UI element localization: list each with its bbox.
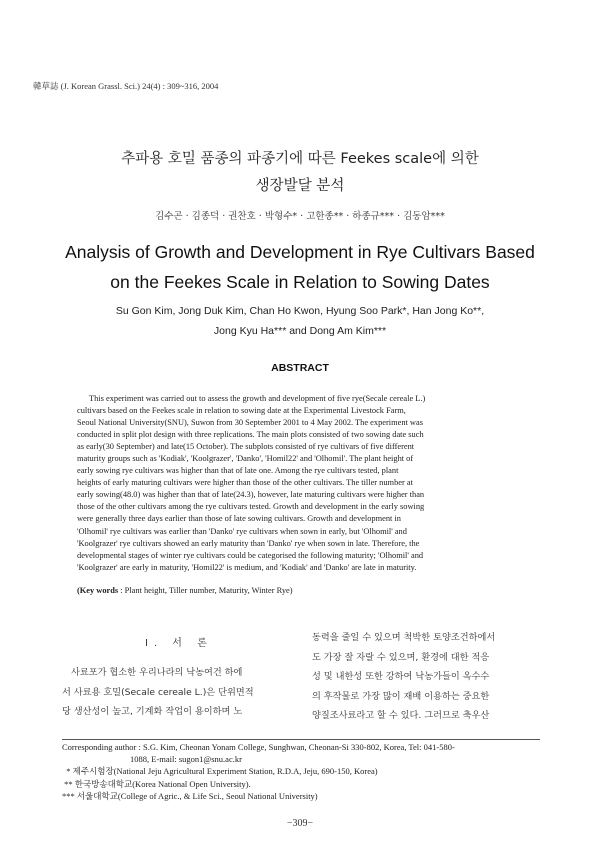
page-number: −309− — [286, 818, 314, 829]
body-line: 성 및 내한성 또한 강하여 낙농가들이 옥수수 — [312, 671, 490, 682]
body-right-column — [312, 628, 544, 726]
keywords — [77, 586, 293, 595]
body-line: 도 가장 잘 자랄 수 있으며, 환경에 대한 적응 — [312, 651, 490, 663]
body-line: 사료포가 협소한 우리나라의 낙농여건 하에 — [71, 667, 243, 678]
abstract-line: 'Koolgrazer' are early in maturity, 'Homil22' is medium, and 'Kodiak' and 'Danko' are late in maturity. — [77, 562, 417, 572]
abstract-line: those of the other cultivars among the rye cultivars tested. Growth and development in the early sowing — [77, 502, 425, 512]
abstract-line: as early(30 September) and late(15 October). The subplots consisted of rye cultivars of five different — [77, 442, 415, 452]
body-line: 서 사료용 호밀(Secale cereale L.)은 단위면적 — [62, 686, 254, 698]
body-line: 당 생산성이 높고, 기계화 작업이 용이하며 노 — [62, 706, 243, 717]
english-title-line-1: Analysis of Growth and Development in Rye Cultivars Based — [65, 242, 535, 262]
abstract-line: maturity groups such as 'Kodiak', 'Koolgrazer', 'Danko', 'Homil22' and 'Olhomil'. The plant height of — [77, 454, 414, 464]
affiliation-footnote: *** 서울대학교(College of Agric., & Life Sci., Seoul National University) — [62, 790, 318, 801]
abstract-line: conducted in split plot design with three replications. The main plots consisted of two sowing date such — [77, 430, 424, 440]
keywords-label: (Key words — [77, 586, 119, 595]
correspondence-footnotes — [62, 741, 455, 802]
english-authors-line-1: Su Gon Kim, Jong Duk Kim, Chan Ho Kwon, Hyung Soo Park*, Han Jong Ko**, — [115, 305, 485, 317]
body-left-column — [62, 663, 307, 722]
body-line: 의 후작물로 가장 많이 재배 이용하는 중요한 — [312, 690, 490, 702]
abstract-line: This experiment was carried out to assess the growth and development of five rye(Secale cereale L.) — [89, 394, 426, 403]
keywords-text: : Plant height, Tiller number, Maturity, Winter Rye) — [118, 586, 293, 595]
korean-authors: 김수곤 · 김종덕 · 권찬호 · 박형수* · 고한종** · 하종규*** · 김동암*** — [155, 211, 445, 222]
corresponding-author-contact: 1088, E-mail: sugon1@snu.ac.kr — [62, 754, 242, 765]
korean-title-line-1: 추파용 호밀 품종의 파종기에 따른 Feekes scale에 의한 — [121, 151, 479, 167]
abstract-line: heights of early maturing cultivars were higher than those of the other cultivars. The tiller number at — [77, 478, 413, 488]
abstract-line: cultivars based on the Feekes scale in relation to sowing date at the Experimental Livestock Farm, — [77, 406, 406, 416]
body-line: 동력을 줄일 수 있으며 척박한 토양조건하에서 — [312, 632, 496, 643]
abstract-line: were generally three days earlier than those of late sowing cultivars. Growth and development in — [77, 514, 401, 524]
affiliation-footnote: * 제주시험장(National Jeju Agricultural Experiment Station, R.D.A, Jeju, 690-150, Korea) — [62, 766, 378, 777]
abstract-line: early sowing(48.0) was higher than that of late(24.3), however, late maturing cultivars were higher than — [77, 490, 425, 500]
abstract-heading: ABSTRACT — [271, 362, 329, 374]
journal-citation: 韓草誌 (J. Korean Grassl. Sci.) 24(4) : 309~316, 2004 — [33, 81, 219, 91]
affiliation-footnote: ** 한국방송대학교(Korea National Open University). — [62, 778, 251, 789]
abstract-body — [77, 393, 523, 574]
corresponding-author: Corresponding author : S.G. Kim, Cheonan Yonam College, Sunghwan, Cheonan-Si 330-802, Korea, Tel: 041-580- — [62, 742, 455, 752]
abstract-line: 'Koolgrazer' rye cultivars showed an early maturity than 'Danko' rye when sown in late. Therefore, the — [77, 538, 420, 548]
abstract-line: early sowing rye cultivars was higher than that of late one. Among the rye cultivars tested, plant — [77, 466, 399, 476]
english-authors-line-2: Jong Kyu Ha*** and Dong Am Kim*** — [213, 325, 387, 337]
korean-title-line-2: 생장발달 분석 — [255, 178, 345, 194]
abstract-line: 'Olhomil' rye cultivars was earlier than 'Danko' rye cultivars when sown in early, but 'Olhomil' and — [77, 526, 407, 536]
footnote-divider — [62, 739, 540, 740]
abstract-line: developmental stages of winter rye cultivars could be categorised the following maturity; 'Olhomil' and — [77, 550, 424, 560]
abstract-line: Seoul National University(SNU), Suwon from 30 September 2001 to 4 May 2002. The experiment was — [77, 418, 423, 428]
body-line: 양질조사료라고 할 수 있다. 그러므로 축우산 — [312, 710, 490, 721]
section-heading-introduction: I. 서 론 — [145, 638, 213, 649]
english-title-line-2: on the Feekes Scale in Relation to Sowing Dates — [110, 272, 490, 292]
